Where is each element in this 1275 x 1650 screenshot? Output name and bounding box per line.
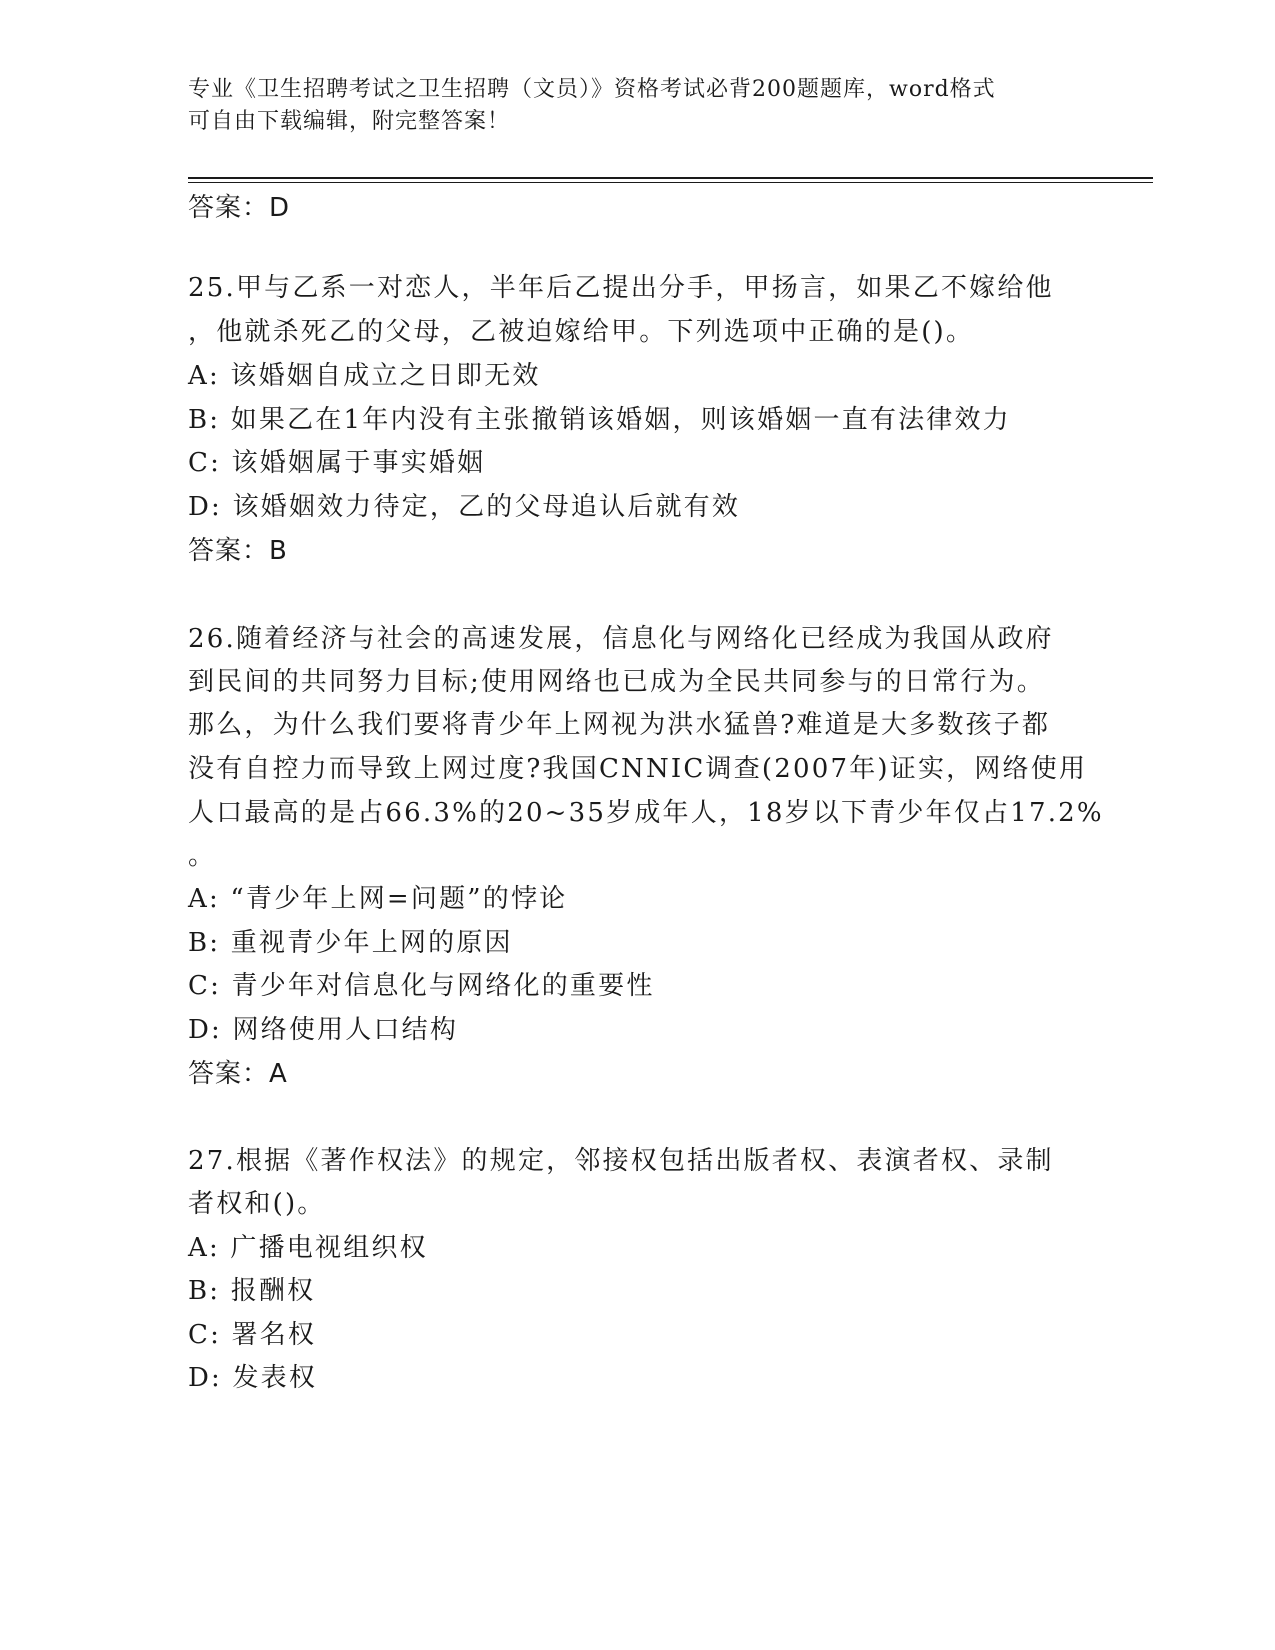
q26-stem-line-6: 。 [188, 841, 217, 871]
previous-answer: 答案：D [188, 193, 291, 223]
header-line-1: 专业《卫生招聘考试之卫生招聘（文员）》资格考试必背200题题库，word格式 [188, 77, 996, 102]
q26-stem-line-5: 人口最高的是占66.3%的20~35岁成年人，18岁以下青少年仅占17.2% [188, 798, 1104, 828]
q25-answer: 答案：B [188, 536, 288, 566]
q27-option-b: B: 报酬权 [188, 1276, 316, 1306]
q25-option-d: D: 该婚姻效力待定，乙的父母追认后就有效 [188, 492, 741, 522]
q26-stem-line-2: 到民间的共同努力目标;使用网络也已成为全民共同参与的日常行为。 [188, 667, 1045, 697]
q27-stem-line-2: 者权和()。 [188, 1189, 326, 1219]
q26-option-c: C: 青少年对信息化与网络化的重要性 [188, 971, 655, 1001]
q25-option-a: A: 该婚姻自成立之日即无效 [188, 361, 541, 391]
q26-stem-line-3: 那么，为什么我们要将青少年上网视为洪水猛兽?难道是大多数孩子都 [188, 710, 1051, 740]
q25-stem-line-1: 25.甲与乙系一对恋人，半年后乙提出分手，甲扬言，如果乙不嫁给他 [188, 273, 1054, 303]
q27-option-c: C: 署名权 [188, 1320, 317, 1350]
q26-option-b: B: 重视青少年上网的原因 [188, 928, 513, 958]
q26-answer: 答案：A [188, 1059, 288, 1089]
q27-stem-line-1: 27.根据《著作权法》的规定，邻接权包括出版者权、表演者权、录制 [188, 1146, 1054, 1176]
q27-option-d: D: 发表权 [188, 1363, 318, 1393]
q26-option-a: A: “青少年上网=问题”的悖论 [188, 884, 568, 914]
q27-option-a: A: 广播电视组织权 [188, 1233, 428, 1263]
q26-stem-line-1: 26.随着经济与社会的高速发展，信息化与网络化已经成为我国从政府 [188, 624, 1054, 654]
q26-option-d: D: 网络使用人口结构 [188, 1015, 459, 1045]
q25-option-c: C: 该婚姻属于事实婚姻 [188, 448, 486, 478]
header-rule-thick [188, 177, 1153, 179]
q25-option-b: B: 如果乙在1年内没有主张撤销该婚姻，则该婚姻一直有法律效力 [188, 405, 1011, 435]
document-header [188, 74, 1088, 138]
header-rule-thin [188, 182, 1153, 183]
header-line-2: 可自由下载编辑，附完整答案！ [188, 109, 511, 134]
q26-stem-line-4: 没有自控力而导致上网过度?我国CNNIC调查(2007年)证实，网络使用 [188, 754, 1088, 784]
q25-stem-line-2: ，他就杀死乙的父母，乙被迫嫁给甲。下列选项中正确的是()。 [188, 317, 975, 347]
